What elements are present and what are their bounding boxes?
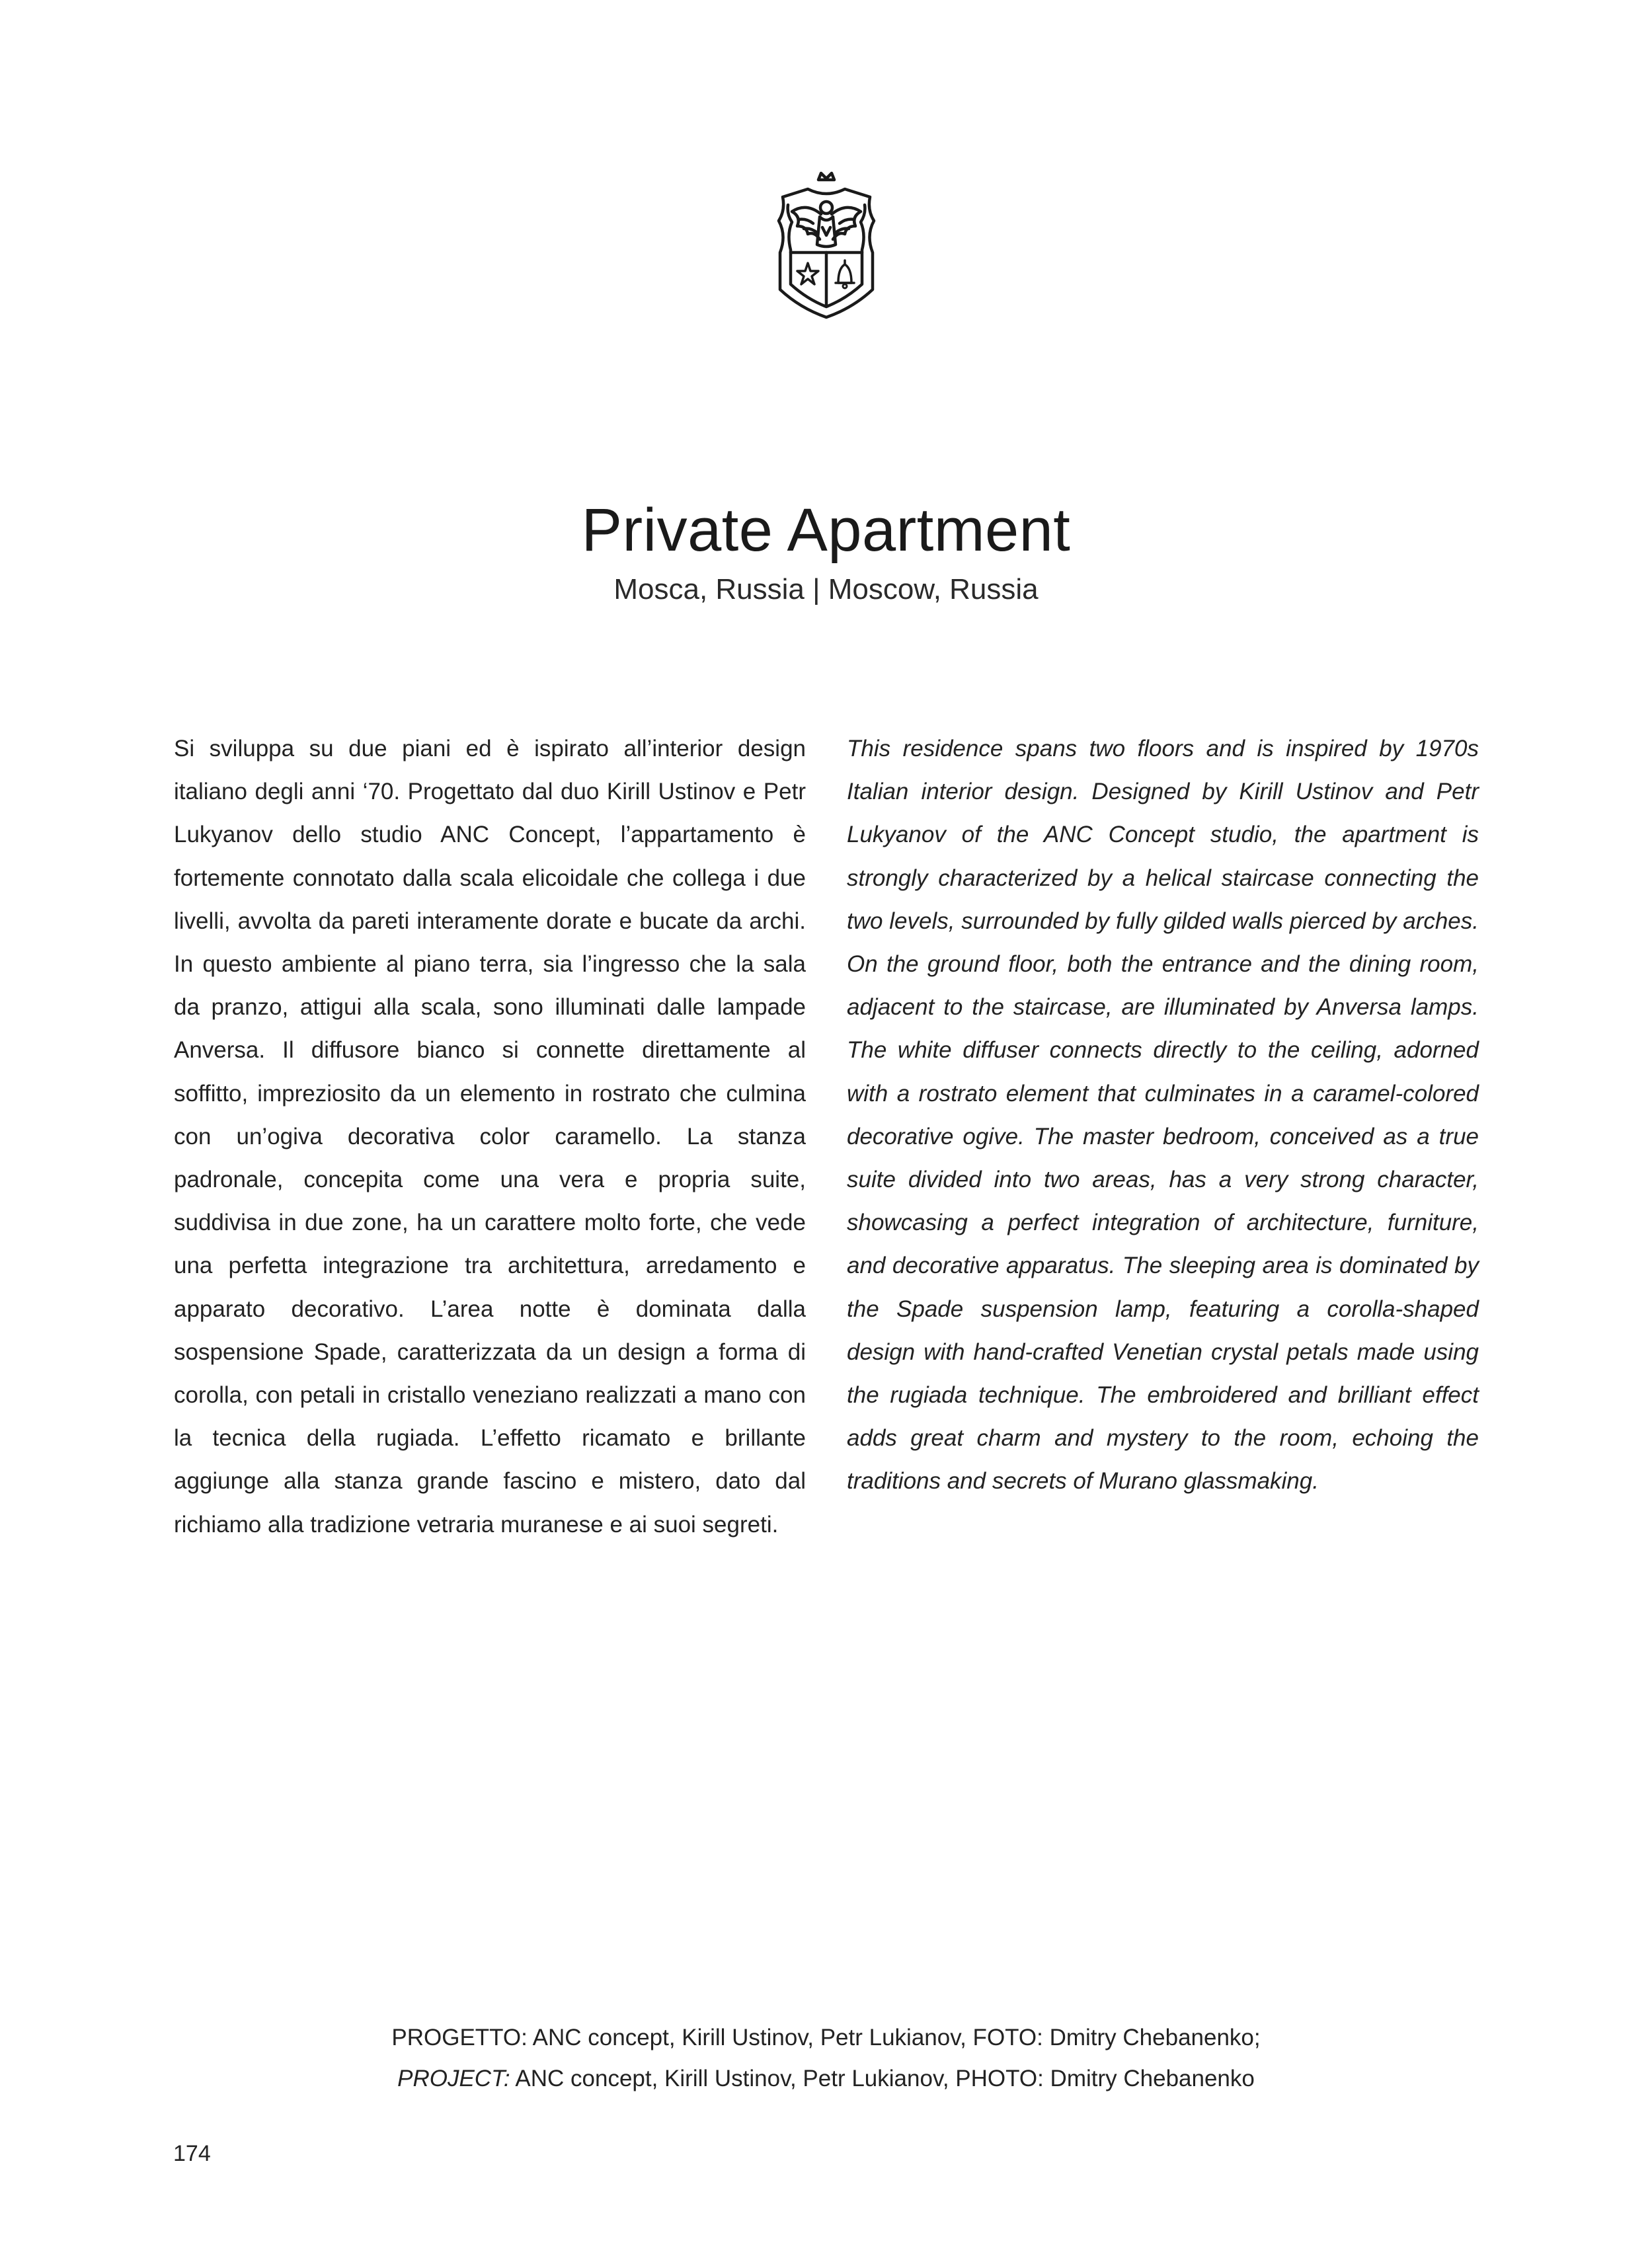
credits-english-label: PROJECT:	[397, 2066, 510, 2091]
credits	[0, 2017, 1652, 2099]
english-text-column: This residence spans two floors and is inspired by 1970s Italian interior design. Designed by Kirill Ustinov and Petr Lukyanov of the ANC Concept studio, the apartment is strongly characterized by a helical staircase connecting the two levels, surrounded by fully gilded walls pierced by arches. On the ground floor, both the entrance and the dining room, adjacent to the staircase, are illuminated by Anversa lamps. The white diffuser connects directly to the ceiling, adorned with a rostrato element that culminates in a caramel-colored decorative ogive. The master bedroom, conceived as a true suite divided into two areas, has a very strong character, showcasing a perfect integration of architecture, furniture, and decorative apparatus. The sleeping area is dominated by the Spade suspension lamp, featuring a corolla-shaped design with hand-crafted Venetian crystal petals made using the rugiada technique. The embroidered and brilliant effect adds great charm and mystery to the room, echoing the traditions and secrets of Murano glassmaking.	[847, 736, 1479, 1495]
location-subtitle: Mosca, Russia | Moscow, Russia	[613, 573, 1039, 605]
page-number: 174	[173, 2141, 211, 2166]
credits-english	[0, 2058, 1652, 2099]
crest-icon	[767, 171, 886, 321]
credits-english-text: ANC concept, Kirill Ustinov, Petr Lukianov, PHOTO: Dmitry Chebanenko	[510, 2066, 1255, 2091]
credits-italian: PROGETTO: ANC concept, Kirill Ustinov, Petr Lukianov, FOTO: Dmitry Chebanenko;	[391, 2025, 1261, 2050]
italian-text-column: Si sviluppa su due piani ed è ispirato all’interior design italiano degli anni ‘70. Progettato dal duo Kirill Ustinov e Petr Lukyanov dello studio ANC Concept, l’appartamento è fortemente connotato dalla scala elicoidale che collega i due livelli, avvolta da pareti interamente dorate e bucate da archi. In questo ambiente al piano terra, sia l’ingresso che la sala da pranzo, attigui alla scala, sono illuminati dalle lampade Anversa. Il diffusore bianco si connette direttamente al soffitto, impreziosito da un elemento in rostrato che culmina con un’ogiva decorativa color caramello. La stanza padronale, concepita come una vera e propria suite, suddivisa in due zone, ha un carattere molto forte, che vede una perfetta integrazione tra architettura, arredamento e apparato decorativo. L’area notte è dominata dalla sospensione Spade, caratterizzata da un design a forma di corolla, con petali in cristallo veneziano realizzati a mano con la tecnica della rugiada. L’effetto ricamato e brillante aggiunge alla stanza grande fascino e mistero, dato dal richiamo alla tradizione vetraria muranese e ai suoi segreti.	[174, 736, 806, 1538]
page-title: Private Apartment	[581, 496, 1071, 564]
